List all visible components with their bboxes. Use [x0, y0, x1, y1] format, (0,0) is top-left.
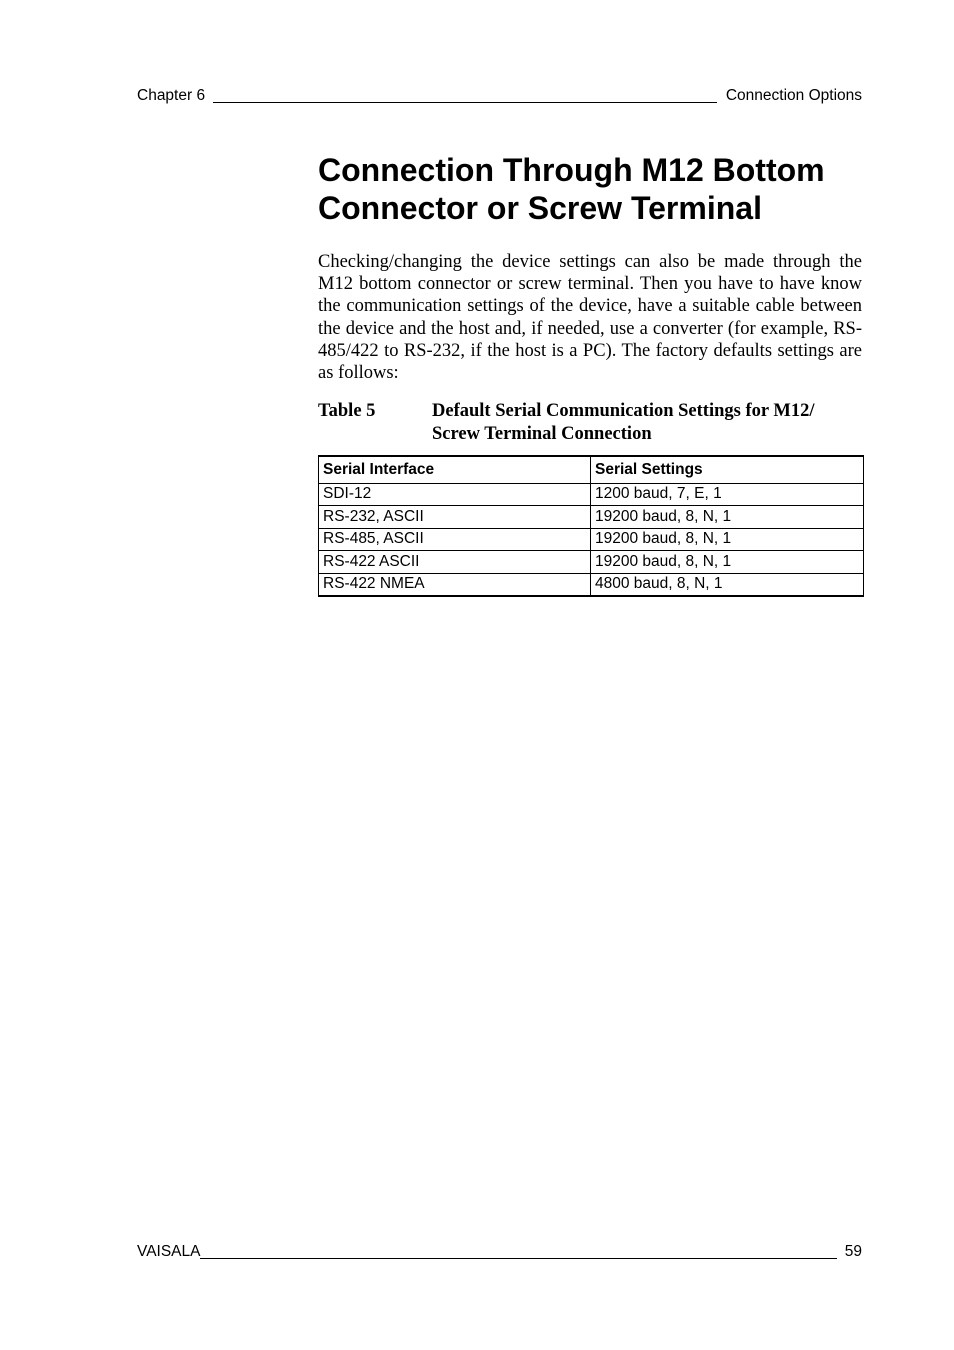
- cell-serial-interface: RS-422 ASCII: [319, 551, 591, 574]
- table-title: [432, 400, 814, 446]
- table-row: [319, 573, 864, 596]
- table-header-row: [319, 456, 864, 483]
- section-title-line: Connection Through M12 Bottom: [318, 152, 825, 188]
- paragraph-line: M12 bottom connector or screw terminal. Then you have to have know: [318, 274, 862, 295]
- column-header-serial-settings: Serial Settings: [591, 456, 864, 483]
- header-rule: [213, 87, 717, 103]
- column-header-serial-interface: Serial Interface: [319, 456, 591, 483]
- section-title: [318, 151, 878, 227]
- table-number: Table 5: [318, 401, 376, 421]
- table-row: [319, 528, 864, 551]
- company-name: VAISALA: [137, 1243, 201, 1260]
- paragraph-line: as follows:: [318, 363, 399, 384]
- cell-serial-settings: 19200 baud, 8, N, 1: [591, 506, 864, 529]
- section-label: Connection Options: [725, 87, 862, 104]
- table-title-line: Screw Terminal Connection: [432, 424, 652, 444]
- page-footer: [137, 1243, 862, 1261]
- paragraph-line: 485/422 to RS-232, if the host is a PC). The factory defaults settings are: [318, 340, 862, 361]
- paragraph-line: the device and the host and, if needed, use a converter (for example, RS-: [318, 318, 862, 339]
- table-row: [319, 483, 864, 506]
- page-header: [137, 87, 862, 105]
- section-title-line: Connector or Screw Terminal: [318, 190, 762, 226]
- table-title-line: Default Serial Communication Settings for M12/: [432, 401, 815, 421]
- cell-serial-settings: 19200 baud, 8, N, 1: [591, 528, 864, 551]
- cell-serial-settings: 19200 baud, 8, N, 1: [591, 551, 864, 574]
- page-number: 59: [844, 1243, 862, 1260]
- cell-serial-interface: SDI-12: [319, 483, 591, 506]
- table-row: [319, 551, 864, 574]
- cell-serial-settings: 1200 baud, 7, E, 1: [591, 483, 864, 506]
- cell-serial-settings: 4800 baud, 8, N, 1: [591, 573, 864, 596]
- cell-serial-interface: RS-232, ASCII: [319, 506, 591, 529]
- cell-serial-interface: RS-485, ASCII: [319, 528, 591, 551]
- paragraph-line: Checking/changing the device settings can also be made through the: [318, 252, 862, 272]
- table-row: [319, 506, 864, 529]
- paragraph-line: the communication settings of the device, have a suitable cable between: [318, 296, 862, 317]
- footer-rule: [200, 1243, 836, 1259]
- serial-settings-table: [318, 455, 864, 597]
- cell-serial-interface: RS-422 NMEA: [319, 573, 591, 596]
- body-paragraph: [318, 251, 862, 384]
- chapter-label: Chapter 6: [137, 87, 206, 104]
